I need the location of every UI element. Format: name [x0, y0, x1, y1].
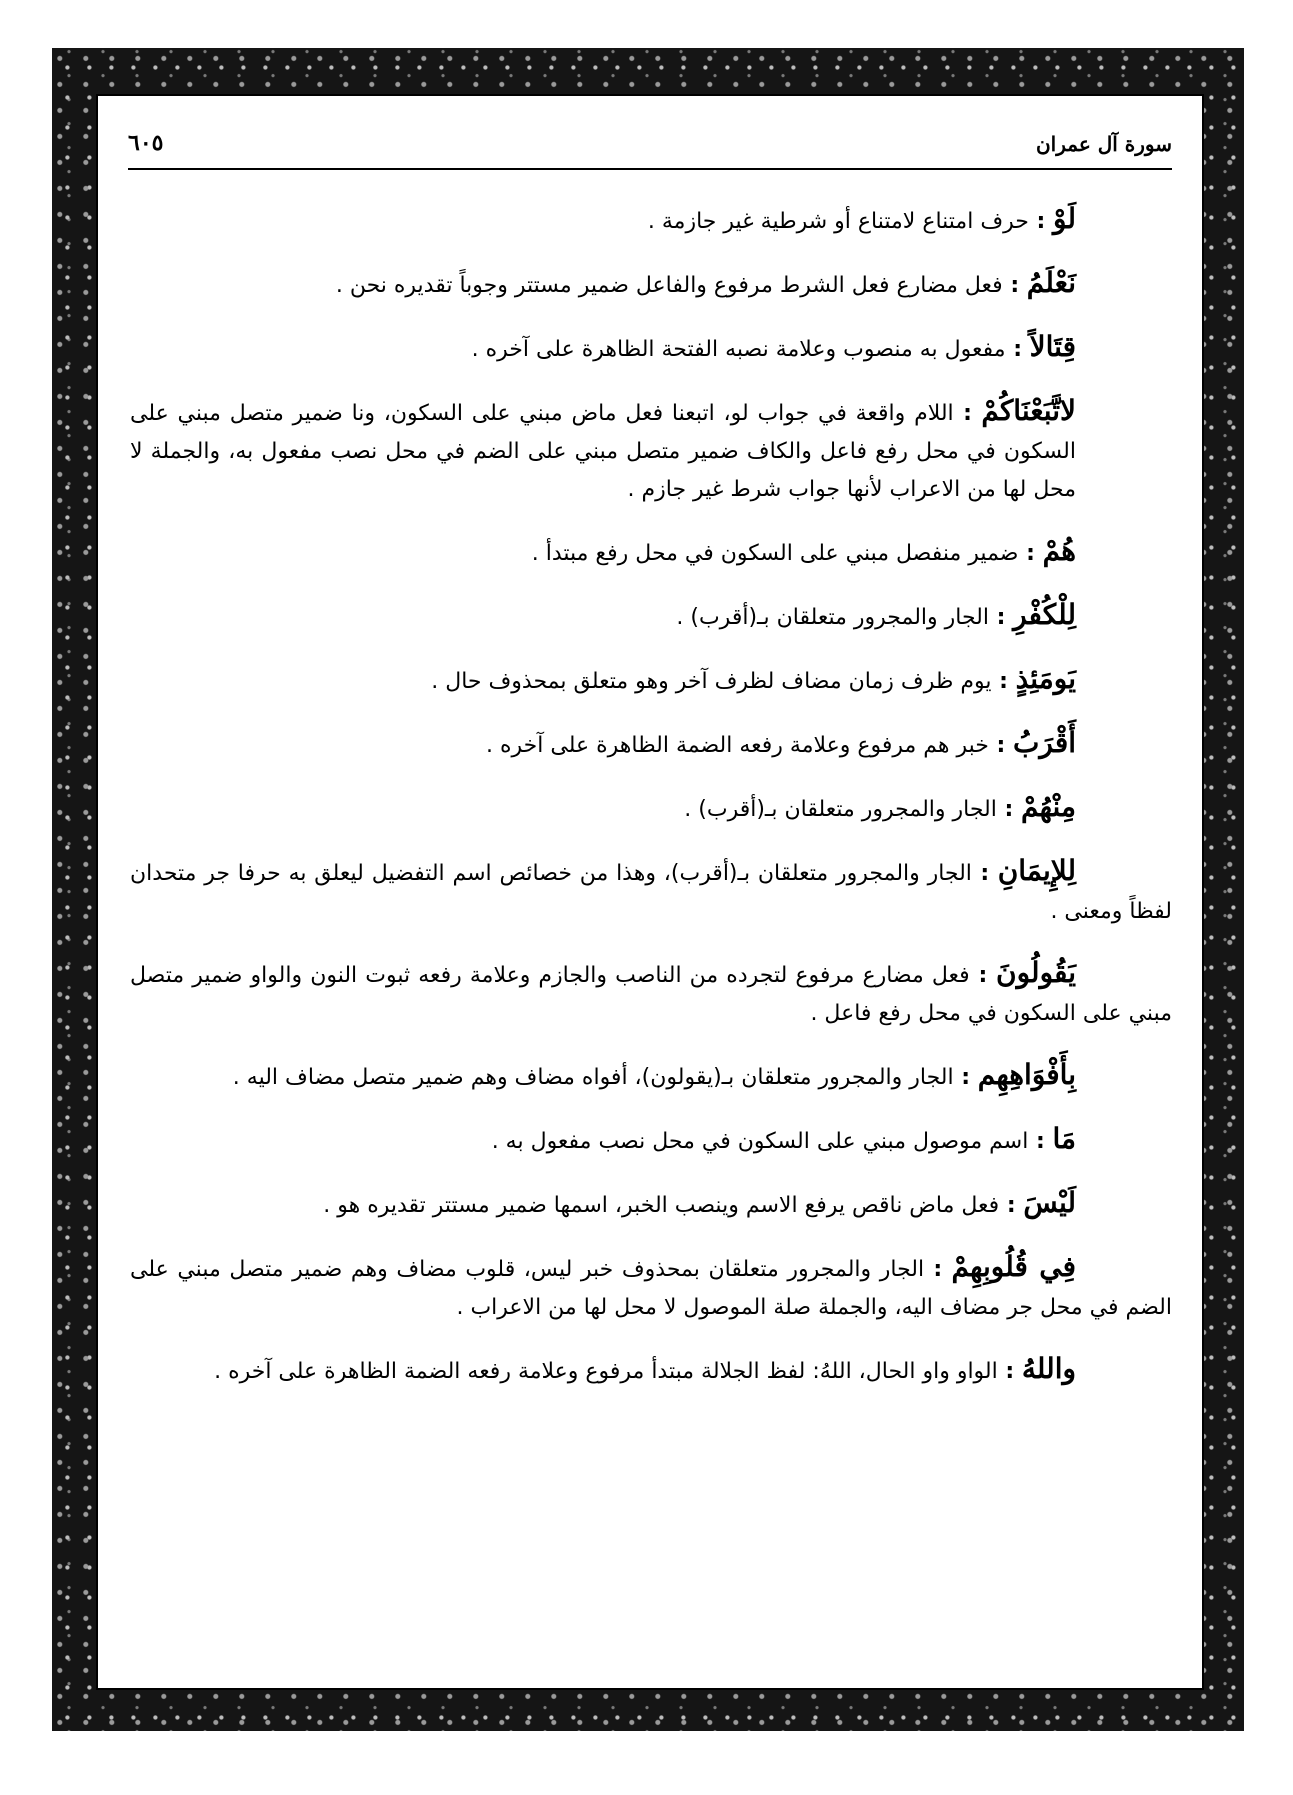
entry-lattabanakum: لاتَّبَعْنَاكُمْ : اللام واقعة في جواب لو، اتبعنا فعل ماض مبني على السكون، ونا ضمير متصل مبني على السكون في محل رفع فاعل والكاف ضمير متصل مبني على الضم في محل نصب مفعول به، والجملة لا محل لها من الاعراب لأنها جواب شرط غير جازم .	[130, 394, 1076, 502]
entry-text: الجار والمجرور متعلقان بـ(أقرب) .	[684, 797, 997, 822]
entry-term: مَا	[1052, 1122, 1076, 1155]
entry-text: خبر هم مرفوع وعلامة رفعه الضمة الظاهرة على آخره .	[486, 733, 989, 758]
entry-text: الواو واو الحال، اللهُ: لفظ الجلالة مبتدأ مرفوع وعلامة رفعه الضمة الظاهرة على آخره .	[214, 1359, 998, 1384]
entry-lilkufr: لِلْكُفْرِ : الجار والمجرور متعلقان بـ(أقرب) .	[676, 598, 1076, 631]
entry-ma: مَا : اسم موصول مبني على السكون في محل نصب مفعول به .	[491, 1122, 1076, 1155]
entry-term: لَوْ	[1053, 202, 1076, 235]
entry-term: مِنْهُمْ	[1021, 790, 1076, 823]
entry-term: يَومَئِذٍ	[1015, 662, 1076, 695]
grammar-analysis	[130, 200, 1172, 1668]
entry-term: قِتَالاً	[1029, 330, 1076, 363]
surah-title: سورة آل عمران	[1035, 132, 1172, 156]
entry-text: مفعول به منصوب وعلامة نصبه الفتحة الظاهرة على آخره .	[471, 337, 1006, 362]
entry-term: لِلْكُفْرِ	[1013, 598, 1076, 631]
page-number: ٦٠٥	[128, 130, 164, 156]
entry-text: الجار والمجرور متعلقان بـ(أقرب) .	[676, 605, 989, 630]
entry-term: يَقُولُونَ	[996, 956, 1076, 989]
entry-text: اللام واقعة في جواب لو، اتبعنا فعل ماض مبني على السكون، ونا ضمير متصل مبني على السكون في محل رفع فاعل والكاف ضمير متصل مبني على الضم في محل نصب مفعول به، والجملة لا محل لها من الاعراب لأنها جواب شرط غير جازم .	[130, 401, 1076, 502]
entry-term: لِلإِيمَانِ	[997, 854, 1076, 887]
entry-text: فعل مضارع فعل الشرط مرفوع والفاعل ضمير مستتر وجوباً تقديره نحن .	[335, 273, 1003, 298]
entry-laysa: لَيْسَ : فعل ماض ناقص يرفع الاسم وينصب الخبر، اسمها ضمير مستتر تقديره هو .	[323, 1186, 1076, 1219]
entry-minhum: مِنْهُمْ : الجار والمجرور متعلقان بـ(أقرب) .	[684, 790, 1076, 823]
entry-text: حرف امتناع لامتناع أو شرطية غير جازمة .	[647, 209, 1029, 234]
entry-hum: هُمْ : ضمير منفصل مبني على السكون في محل رفع مبتدأ .	[531, 534, 1076, 567]
entry-term: لاتَّبَعْنَاكُمْ	[981, 394, 1076, 427]
entry-term: واللهُ	[1021, 1352, 1076, 1385]
entry-term: أَقْرَبُ	[1013, 726, 1076, 759]
entry-law: لَوْ : حرف امتناع لامتناع أو شرطية غير جازمة .	[647, 202, 1076, 235]
entry-biafwahihim: بِأَفْوَاهِهِم : الجار والمجرور متعلقان بـ(يقولون)، أفواه مضاف وهم ضمير متصل مضاف اليه .	[232, 1058, 1076, 1091]
entry-text: فعل ماض ناقص يرفع الاسم وينصب الخبر، اسمها ضمير مستتر تقديره هو .	[323, 1193, 1000, 1218]
entry-text: ضمير منفصل مبني على السكون في محل رفع مبتدأ .	[531, 541, 1019, 566]
entry-term: نَعْلَمُ	[1026, 266, 1076, 299]
entry-text: الجار والمجرور متعلقان بـ(أقرب)، وهذا من خصائص اسم التفضيل ليعلق به حرفا جر متحدان لفظاً ومعنى .	[130, 861, 1172, 924]
page	[96, 94, 1204, 1690]
entry-text: الجار والمجرور متعلقان بمحذوف خبر ليس، قلوب مضاف وهم ضمير متصل مبني على الضم في محل جر مضاف اليه، والجملة صلة الموصول لا محل لها من الاعراب .	[130, 1257, 1172, 1320]
entry-text: فعل مضارع مرفوع لتجرده من الناصب والجازم وعلامة رفعه ثبوت النون والواو ضمير متصل مبني على السكون في محل رفع فاعل .	[130, 963, 1172, 1026]
entry-aqrab: أَقْرَبُ : خبر هم مرفوع وعلامة رفعه الضمة الظاهرة على آخره .	[486, 726, 1076, 759]
entry-text: يوم ظرف زمان مضاف لظرف آخر وهو متعلق بمحذوف حال .	[431, 669, 992, 694]
entry-wallahu: واللهُ : الواو واو الحال، اللهُ: لفظ الجلالة مبتدأ مرفوع وعلامة رفعه الضمة الظاهرة على آخره .	[214, 1352, 1076, 1385]
entry-text: اسم موصول مبني على السكون في محل نصب مفعول به .	[491, 1129, 1029, 1154]
entry-naalam: نَعْلَمُ : فعل مضارع فعل الشرط مرفوع والفاعل ضمير مستتر وجوباً تقديره نحن .	[335, 266, 1076, 299]
entry-qitalan: قِتَالاً : مفعول به منصوب وعلامة نصبه الفتحة الظاهرة على آخره .	[471, 330, 1076, 363]
entry-fi-qulubihim: فِي قُلُوبِهِمْ : الجار والمجرور متعلقان بمحذوف خبر ليس، قلوب مضاف وهم ضمير متصل مبني على الضم في محل جر مضاف اليه، والجملة صلة الموصول لا محل لها من الاعراب .	[130, 1250, 1172, 1320]
entry-term: لَيْسَ	[1023, 1186, 1076, 1219]
entry-term: فِي قُلُوبِهِمْ	[951, 1250, 1076, 1283]
entry-term: هُمْ	[1042, 534, 1076, 567]
entry-yawmaidhin: يَومَئِذٍ : يوم ظرف زمان مضاف لظرف آخر وهو متعلق بمحذوف حال .	[431, 662, 1076, 695]
entry-text: الجار والمجرور متعلقان بـ(يقولون)، أفواه مضاف وهم ضمير متصل مضاف اليه .	[232, 1065, 954, 1090]
page-header	[128, 124, 1172, 170]
entry-lilimaan: لِلإِيمَانِ : الجار والمجرور متعلقان بـ(أقرب)، وهذا من خصائص اسم التفضيل ليعلق به حرفا جر متحدان لفظاً ومعنى .	[130, 854, 1172, 924]
entry-term: بِأَفْوَاهِهِم	[977, 1058, 1076, 1091]
entry-yaqulun: يَقُولُونَ : فعل مضارع مرفوع لتجرده من الناصب والجازم وعلامة رفعه ثبوت النون والواو ضمير متصل مبني على السكون في محل رفع فاعل .	[130, 956, 1172, 1026]
